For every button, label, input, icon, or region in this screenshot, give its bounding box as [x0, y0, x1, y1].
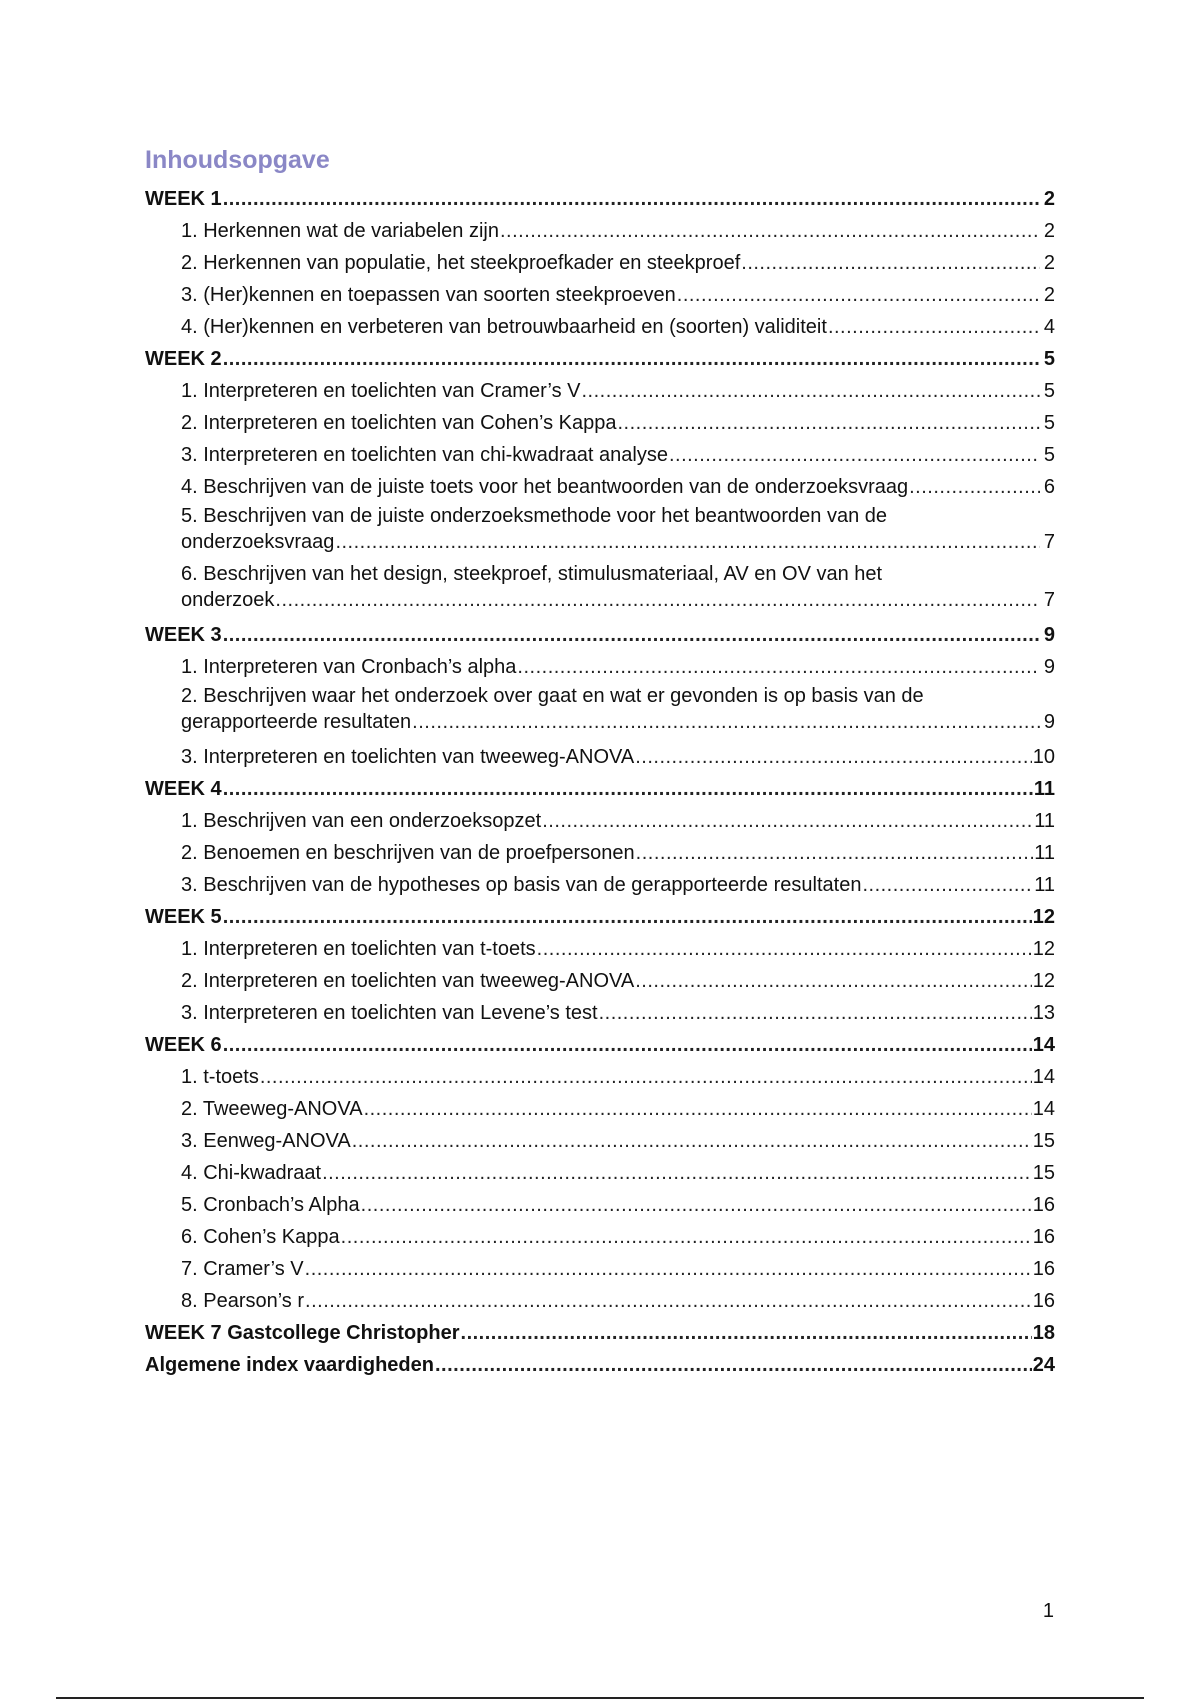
toc-entry-label: 3. Beschrijven van de hypotheses op basis van de gerapporteerde resultaten: [181, 874, 862, 896]
toc-entry-label: onderzoek: [181, 589, 275, 611]
toc-subentry[interactable]: [145, 1253, 1055, 1285]
toc-subentry[interactable]: [145, 741, 1055, 773]
toc-section-entry[interactable]: [145, 773, 1055, 805]
toc-entry-label: 2. Tweeweg-ANOVA: [181, 1098, 363, 1120]
toc-section-entry[interactable]: [145, 901, 1055, 933]
toc-subentry[interactable]: [145, 561, 1055, 619]
toc-subentry[interactable]: [145, 311, 1055, 343]
toc-entry-label: WEEK 2: [145, 348, 222, 370]
toc-title: Inhoudsopgave: [145, 146, 330, 174]
toc-entry-label: 3. Interpreteren en toelichten van chi-kwadraat analyse: [181, 444, 668, 466]
toc-section-entry[interactable]: [145, 1317, 1055, 1349]
toc-entry-label: 1. Interpreteren en toelichten van Cramer’s V: [181, 380, 581, 402]
toc-entry-label: 8. Pearson’s r: [181, 1290, 305, 1312]
toc-subentry[interactable]: [145, 933, 1055, 965]
toc-entry-page: 7: [1043, 531, 1055, 553]
dot-leader: [412, 709, 1040, 735]
toc-entry-label: WEEK 6: [145, 1034, 222, 1056]
toc-entry-page: 14: [1032, 1098, 1055, 1120]
toc-section-entry[interactable]: [145, 1029, 1055, 1061]
dot-leader: [260, 1061, 1032, 1093]
toc-entry-page: 11: [1034, 842, 1055, 864]
dot-leader: [599, 997, 1032, 1029]
toc-entry-label: 7. Cramer’s V: [181, 1258, 304, 1280]
toc-entry-label: 6. Cohen’s Kappa: [181, 1226, 340, 1248]
toc-subentry[interactable]: [145, 869, 1055, 901]
dot-leader: [223, 773, 1033, 805]
toc-entry-label: 2. Interpreteren en toelichten van Cohen’s Kappa: [181, 412, 617, 434]
toc-entry-label: Algemene index vaardigheden: [145, 1354, 434, 1376]
dot-leader: [542, 805, 1033, 837]
dot-leader: [909, 471, 1040, 503]
toc-subentry[interactable]: [145, 1061, 1055, 1093]
toc-subentry[interactable]: [145, 805, 1055, 837]
toc-entry-label: 5. Beschrijven van de juiste onderzoeksmethode voor het beantwoorden van de: [181, 505, 888, 527]
toc-subentry[interactable]: [145, 1189, 1055, 1221]
toc-subentry[interactable]: [145, 965, 1055, 997]
page-number: 1: [1042, 1600, 1054, 1622]
toc-entry-page: 18: [1032, 1322, 1055, 1344]
toc-section-entry[interactable]: [145, 183, 1055, 215]
toc-subentry[interactable]: [145, 503, 1055, 561]
toc-entry-page: 12: [1032, 970, 1055, 992]
toc-entry-page: 15: [1032, 1162, 1055, 1184]
toc-entry-label: 1. Interpreteren en toelichten van t-toets: [181, 938, 536, 960]
toc-entry-page: 2: [1043, 252, 1055, 274]
toc-entry-label: 2. Benoemen en beschrijven van de proefpersonen: [181, 842, 635, 864]
toc-section-entry[interactable]: [145, 343, 1055, 375]
dot-leader: [305, 1285, 1032, 1317]
dot-leader: [500, 215, 1040, 247]
dot-leader: [361, 1189, 1032, 1221]
dot-leader: [223, 1029, 1032, 1061]
dot-leader: [364, 1093, 1032, 1125]
toc-subentry[interactable]: [145, 1157, 1055, 1189]
toc-subentry[interactable]: [145, 407, 1055, 439]
dot-leader: [677, 279, 1040, 311]
toc-entry-page: 16: [1032, 1226, 1055, 1248]
toc-entry-label: 3. Interpreteren en toelichten van tweeweg-ANOVA: [181, 746, 635, 768]
dot-leader: [341, 1221, 1032, 1253]
dot-leader: [635, 741, 1032, 773]
toc-entry-page: 2: [1043, 284, 1055, 306]
toc-entry-page: 5: [1043, 444, 1055, 466]
toc-entry-label: 3. Interpreteren en toelichten van Levene’s test: [181, 1002, 598, 1024]
toc-entry-page: 14: [1032, 1034, 1055, 1056]
dot-leader: [275, 587, 1040, 613]
toc-entry-line: [181, 683, 1055, 709]
toc-subentry[interactable]: [145, 837, 1055, 869]
toc-entry-page: 15: [1032, 1130, 1055, 1152]
toc-entry-label: 1. Interpreteren van Cronbach’s alpha: [181, 656, 517, 678]
toc-entry-label: 2. Interpreteren en toelichten van tweeweg-ANOVA: [181, 970, 635, 992]
toc-section-entry[interactable]: [145, 1349, 1055, 1381]
toc-entry-label: WEEK 7 Gastcollege Christopher: [145, 1322, 460, 1344]
toc-entry-label: WEEK 1: [145, 188, 222, 210]
toc-entry-label: WEEK 4: [145, 778, 222, 800]
toc-entry-page: 6: [1043, 476, 1055, 498]
toc-entry-label: 1. Herkennen wat de variabelen zijn: [181, 220, 499, 242]
dot-leader: [635, 965, 1032, 997]
dot-leader: [618, 407, 1041, 439]
toc-entry-page: 2: [1043, 220, 1055, 242]
toc-entry-page: 10: [1032, 746, 1055, 768]
toc-entry-page: 12: [1032, 906, 1055, 928]
toc-entry-page: 7: [1043, 589, 1055, 611]
toc-entry-page: 9: [1043, 711, 1055, 733]
dot-leader: [741, 247, 1040, 279]
toc-entry-page: 24: [1032, 1354, 1055, 1376]
dot-leader: [305, 1253, 1032, 1285]
toc-subentry[interactable]: [145, 651, 1055, 683]
dot-leader: [636, 837, 1034, 869]
toc-subentry[interactable]: [145, 439, 1055, 471]
toc-entry-line: [181, 503, 1055, 529]
table-of-contents: [145, 183, 1055, 1381]
toc-entry-label: 4. (Her)kennen en verbeteren van betrouwbaarheid en (soorten) validiteit: [181, 316, 827, 338]
toc-entry-page: 9: [1043, 656, 1055, 678]
toc-subentry[interactable]: [145, 279, 1055, 311]
toc-subentry[interactable]: [145, 1221, 1055, 1253]
toc-entry-page: 16: [1032, 1290, 1055, 1312]
toc-subentry[interactable]: [145, 1093, 1055, 1125]
toc-subentry[interactable]: [145, 471, 1055, 503]
dot-leader: [223, 901, 1032, 933]
dot-leader: [223, 343, 1040, 375]
toc-entry-label: 3. (Her)kennen en toepassen van soorten steekproeven: [181, 284, 676, 306]
toc-entry-label: onderzoeksvraag: [181, 531, 335, 553]
dot-leader: [461, 1317, 1032, 1349]
toc-entry-page: 14: [1032, 1066, 1055, 1088]
dot-leader: [322, 1157, 1032, 1189]
toc-section-entry[interactable]: [145, 619, 1055, 651]
toc-subentry[interactable]: [145, 1125, 1055, 1157]
dot-leader: [862, 869, 1033, 901]
footer-divider: [56, 1697, 1144, 1699]
toc-entry-line: [181, 561, 1055, 587]
dot-leader: [537, 933, 1032, 965]
toc-subentry[interactable]: [145, 375, 1055, 407]
toc-entry-page: 4: [1043, 316, 1055, 338]
toc-entry-label: 1. t-toets: [181, 1066, 259, 1088]
toc-entry-page: 2: [1043, 188, 1055, 210]
toc-subentry[interactable]: [145, 1285, 1055, 1317]
toc-entry-page: 5: [1043, 412, 1055, 434]
toc-entry-label: 2. Beschrijven waar het onderzoek over gaat en wat er gevonden is op basis van de: [181, 685, 924, 707]
toc-entry-label: 4. Chi-kwadraat: [181, 1162, 322, 1184]
toc-entry-label: 5. Cronbach’s Alpha: [181, 1194, 360, 1216]
toc-subentry[interactable]: [145, 247, 1055, 279]
toc-entry-page: 12: [1032, 938, 1055, 960]
toc-entry-page: 5: [1043, 348, 1055, 370]
toc-entry-page: 11: [1034, 810, 1055, 832]
toc-entry-page: 5: [1043, 380, 1055, 402]
toc-subentry[interactable]: [145, 683, 1055, 741]
toc-entry-line: [181, 587, 1055, 613]
dot-leader: [352, 1125, 1032, 1157]
dot-leader: [669, 439, 1040, 471]
toc-entry-label: 4. Beschrijven van de juiste toets voor het beantwoorden van de onderzoeksvraag: [181, 476, 909, 498]
toc-entry-page: 9: [1043, 624, 1055, 646]
toc-subentry[interactable]: [145, 215, 1055, 247]
toc-entry-label: WEEK 3: [145, 624, 222, 646]
dot-leader: [517, 651, 1040, 683]
toc-entry-page: 16: [1032, 1194, 1055, 1216]
toc-entry-label: 2. Herkennen van populatie, het steekproefkader en steekproef: [181, 252, 741, 274]
toc-entry-label: 6. Beschrijven van het design, steekproef, stimulusmateriaal, AV en OV van het: [181, 563, 883, 585]
dot-leader: [335, 529, 1040, 555]
toc-entry-line: [181, 529, 1055, 555]
toc-entry-page: 16: [1032, 1258, 1055, 1280]
dot-leader: [223, 619, 1040, 651]
dot-leader: [828, 311, 1040, 343]
toc-entry-page: 11: [1034, 874, 1055, 896]
toc-entry-label: gerapporteerde resultaten: [181, 711, 412, 733]
toc-entry-label: 1. Beschrijven van een onderzoeksopzet: [181, 810, 542, 832]
dot-leader: [223, 183, 1040, 215]
toc-entry-page: 13: [1032, 1002, 1055, 1024]
toc-subentry[interactable]: [145, 997, 1055, 1029]
dot-leader: [435, 1349, 1032, 1381]
dot-leader: [581, 375, 1040, 407]
toc-entry-label: WEEK 5: [145, 906, 222, 928]
toc-entry-line: [181, 709, 1055, 735]
toc-entry-page: 11: [1033, 778, 1055, 800]
toc-entry-label: 3. Eenweg-ANOVA: [181, 1130, 351, 1152]
